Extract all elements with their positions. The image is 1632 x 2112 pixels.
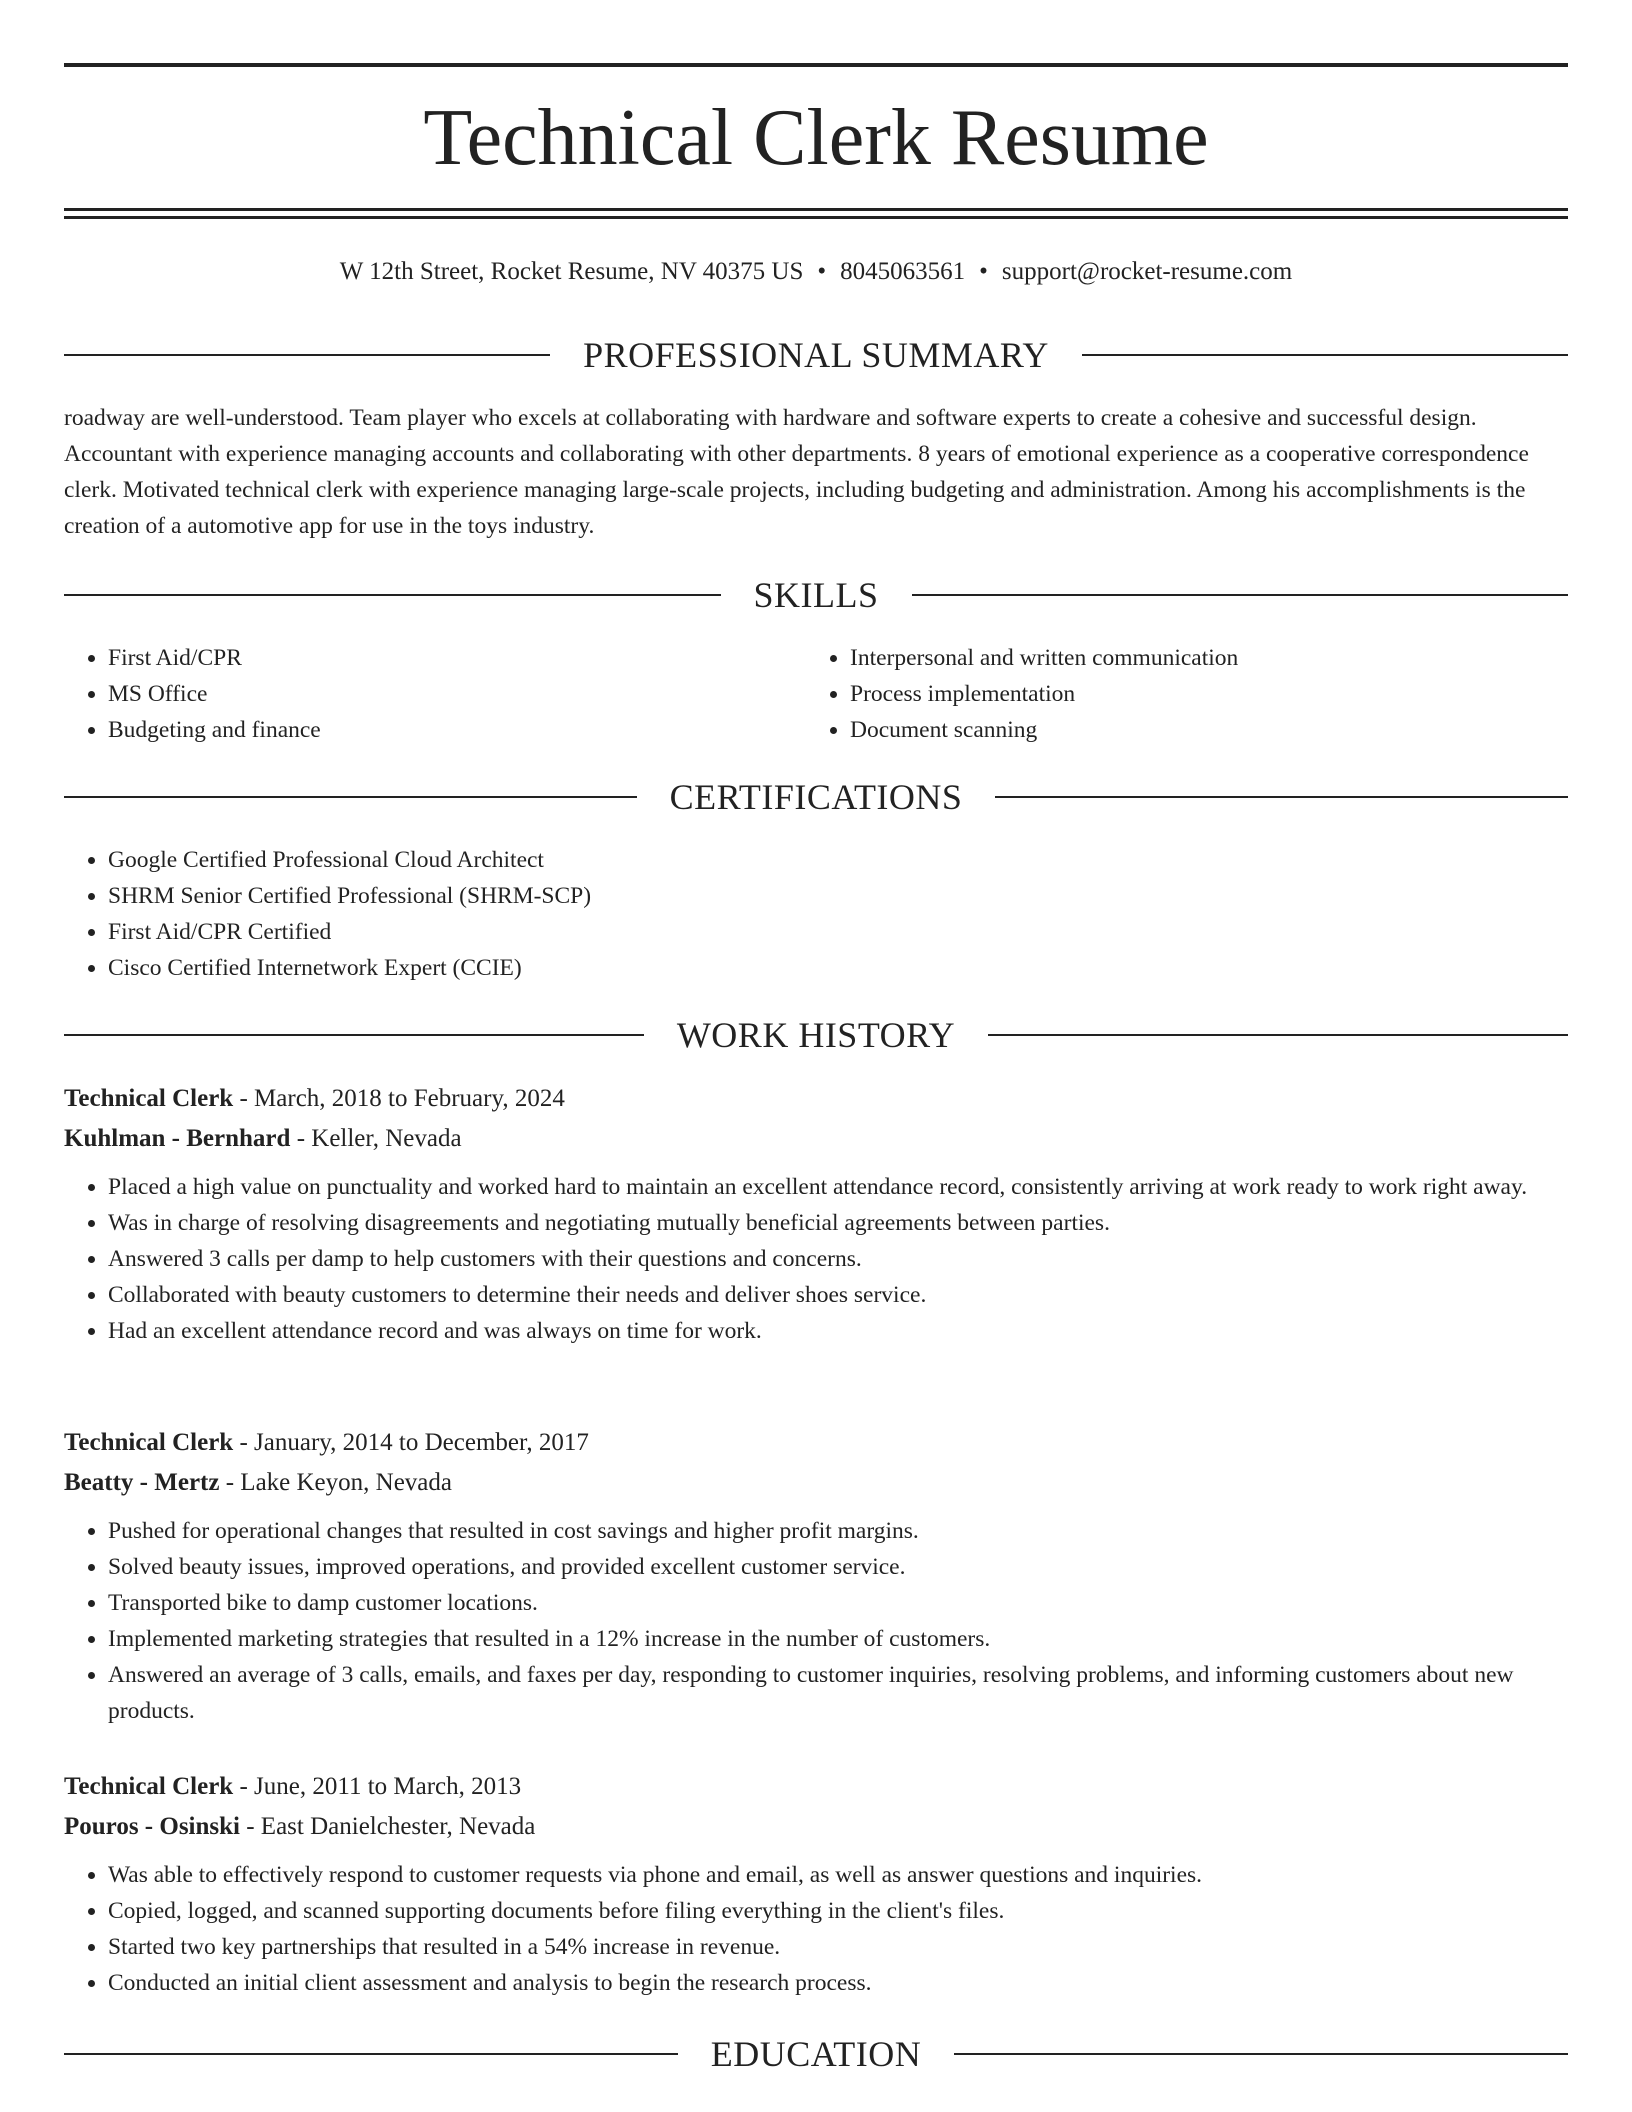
job-company: Kuhlman - Bernhard <box>64 1125 291 1152</box>
job-company-line <box>64 1807 1568 1847</box>
contact-address: W 12th Street, Rocket Resume, NV 40375 US <box>339 258 804 285</box>
job-bullet: • Copied, logged, and scanned supporting documents before filing everything in the client's files. <box>108 1893 1568 1929</box>
job-title: Technical Clerk <box>64 1773 234 1800</box>
section-header-skills <box>64 573 1568 617</box>
certification-item: • Cisco Certified Internetwork Expert (CCIE) <box>108 950 1568 986</box>
certifications-list <box>64 842 1568 986</box>
section-rule <box>995 796 1568 798</box>
section-rule <box>912 594 1569 596</box>
contact-email: support@rocket-resume.com <box>1001 258 1293 285</box>
section-rule <box>954 2053 1568 2055</box>
section-rule <box>64 796 637 798</box>
job-bullet: • Started two key partnerships that resulted in a 54% increase in revenue. <box>108 1929 1568 1965</box>
certification-item: • Google Certified Professional Cloud Architect <box>108 842 1568 878</box>
section-title: EDUCATION <box>710 2034 922 2074</box>
top-rule <box>64 63 1568 67</box>
skills-column-left <box>64 640 804 748</box>
resume-title: Technical Clerk Resume <box>423 94 1209 182</box>
job-dates: - January, 2014 to December, 2017 <box>233 1429 589 1456</box>
job-company-line <box>64 1119 1568 1159</box>
job-bullet: • Transported bike to damp customer locations. <box>108 1585 1568 1621</box>
job-bullet: • Was in charge of resolving disagreements and negotiating mutually beneficial agreements between parties. <box>108 1205 1568 1241</box>
skill-item: • Document scanning <box>850 712 1546 748</box>
section-rule <box>64 354 550 356</box>
skill-item: • MS Office <box>108 676 804 712</box>
summary-text: roadway are well-understood. Team player who excels at collaborating with hardware and software experts to create a cohesive and successful design. Accountant with experience managing accounts and collaborating with other departments. 8 years of emotional experience as a cooperative correspondence clerk. Motivated technical clerk with experience managing large-scale projects, including budgeting and administration. Among his accomplishments is the creation of a automotive app for use in the toys industry. <box>64 405 1529 539</box>
job-title: Technical Clerk <box>64 1429 234 1456</box>
job-dates: - June, 2011 to March, 2013 <box>233 1773 522 1800</box>
certification-item: • SHRM Senior Certified Professional (SHRM-SCP) <box>108 878 1568 914</box>
job-bullet: • Collaborated with beauty customers to determine their needs and deliver shoes service. <box>108 1277 1568 1313</box>
section-rule <box>988 1034 1568 1036</box>
job-location: - East Danielchester, Nevada <box>239 1813 536 1840</box>
contact-separator: • <box>979 258 988 285</box>
job-bullet: • Answered 3 calls per damp to help customers with their questions and concerns. <box>108 1241 1568 1277</box>
job-entry <box>64 1767 1568 2001</box>
job-location: - Keller, Nevada <box>290 1125 462 1152</box>
job-title-line <box>64 1079 1568 1119</box>
job-dates: - March, 2018 to February, 2024 <box>233 1085 565 1112</box>
section-rule <box>64 1034 644 1036</box>
section-title: WORK HISTORY <box>676 1015 956 1055</box>
job-bullet: • Solved beauty issues, improved operations, and provided excellent customer service. <box>108 1549 1568 1585</box>
job-location: - Lake Keyon, Nevada <box>219 1469 453 1496</box>
section-header-summary <box>64 333 1568 377</box>
skill-item: • Process implementation <box>850 676 1546 712</box>
job-bullet: • Placed a high value on punctuality and worked hard to maintain an excellent attendance record, consistently arriving at work ready to work right away. <box>108 1169 1568 1205</box>
job-bullet: • Answered an average of 3 calls, emails, and faxes per day, responding to customer inquiries, resolving problems, and informing customers about new products. <box>108 1657 1568 1729</box>
section-title: CERTIFICATIONS <box>669 777 963 817</box>
job-title-line <box>64 1767 1568 1807</box>
job-bullet: • Implemented marketing strategies that resulted in a 12% increase in the number of customers. <box>108 1621 1568 1657</box>
job-entry <box>64 1079 1568 1349</box>
contact-phone: 8045063561 <box>840 258 966 285</box>
section-rule <box>1082 354 1568 356</box>
job-bullet: • Had an excellent attendance record and was always on time for work. <box>108 1313 1568 1349</box>
section-header-work-history <box>64 1013 1568 1057</box>
job-company-line <box>64 1463 1568 1503</box>
job-bullet: • Was able to effectively respond to customer requests via phone and email, as well as answer questions and inquiries. <box>108 1857 1568 1893</box>
title-rule-upper <box>64 208 1568 211</box>
skill-item: • Interpersonal and written communication <box>850 640 1546 676</box>
section-title: SKILLS <box>753 575 879 615</box>
contact-separator: • <box>817 258 827 285</box>
job-bullet: • Pushed for operational changes that resulted in cost savings and higher profit margins. <box>108 1513 1568 1549</box>
skill-item: • Budgeting and finance <box>108 712 804 748</box>
job-title-line <box>64 1423 1568 1463</box>
job-entry <box>64 1423 1568 1729</box>
section-header-education <box>64 2032 1568 2076</box>
section-header-certifications <box>64 775 1568 819</box>
contact-line <box>64 254 1568 290</box>
section-rule <box>64 2053 678 2055</box>
section-title: PROFESSIONAL SUMMARY <box>583 335 1049 375</box>
job-company: Beatty - Mertz <box>64 1469 220 1496</box>
certification-item: • First Aid/CPR Certified <box>108 914 1568 950</box>
title-rule-lower <box>64 216 1568 219</box>
job-title: Technical Clerk <box>64 1085 234 1112</box>
job-bullet: • Conducted an initial client assessment and analysis to begin the research process. <box>108 1965 1568 2001</box>
skill-item: • First Aid/CPR <box>108 640 804 676</box>
section-rule <box>64 594 721 596</box>
skills-column-right <box>806 640 1546 748</box>
job-company: Pouros - Osinski <box>64 1813 240 1840</box>
